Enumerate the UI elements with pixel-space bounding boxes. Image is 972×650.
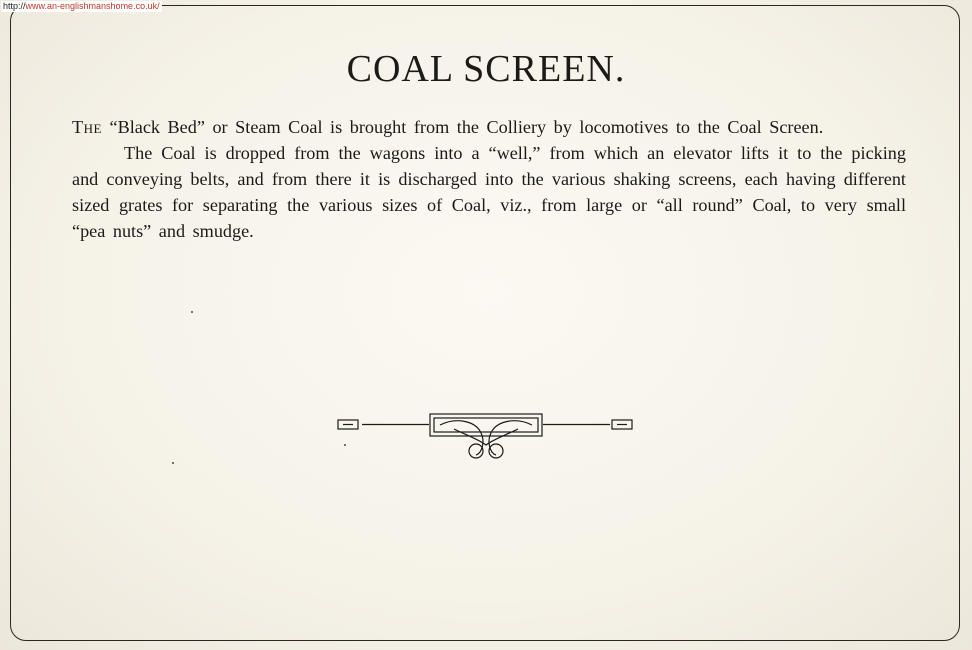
ink-speck [191, 311, 193, 313]
source-url-banner[interactable] [1, 1, 162, 12]
paragraph-1-lead: The [72, 117, 102, 137]
paragraph-1-text: “Black Bed” or Steam Coal is brought from the Colliery by locomotives to the Coal Screen. [101, 117, 824, 137]
ornament-center-frame [430, 414, 542, 436]
paragraph-2: The Coal is dropped from the wagons into a “well,” from which an elevator lifts it to the picking and conveying belts, and from there it is discharged into the various shaking screens, each having different sized grates for separating the various sizes of Coal, viz., from large or “all round” Coal, to very small “pea nuts” and smudge. [72, 143, 906, 241]
ink-speck [172, 462, 174, 464]
page-title: COAL SCREEN. [346, 48, 626, 90]
source-url-link[interactable]: www.an-englishmanshome.co.uk/ [25, 1, 160, 11]
source-url-prefix: http:// [3, 1, 26, 11]
decorative-flourish-icon [334, 405, 638, 467]
paragraph-1 [72, 114, 906, 140]
ink-speck [344, 444, 346, 446]
body-text [72, 114, 906, 244]
page-border-frame [10, 5, 960, 641]
